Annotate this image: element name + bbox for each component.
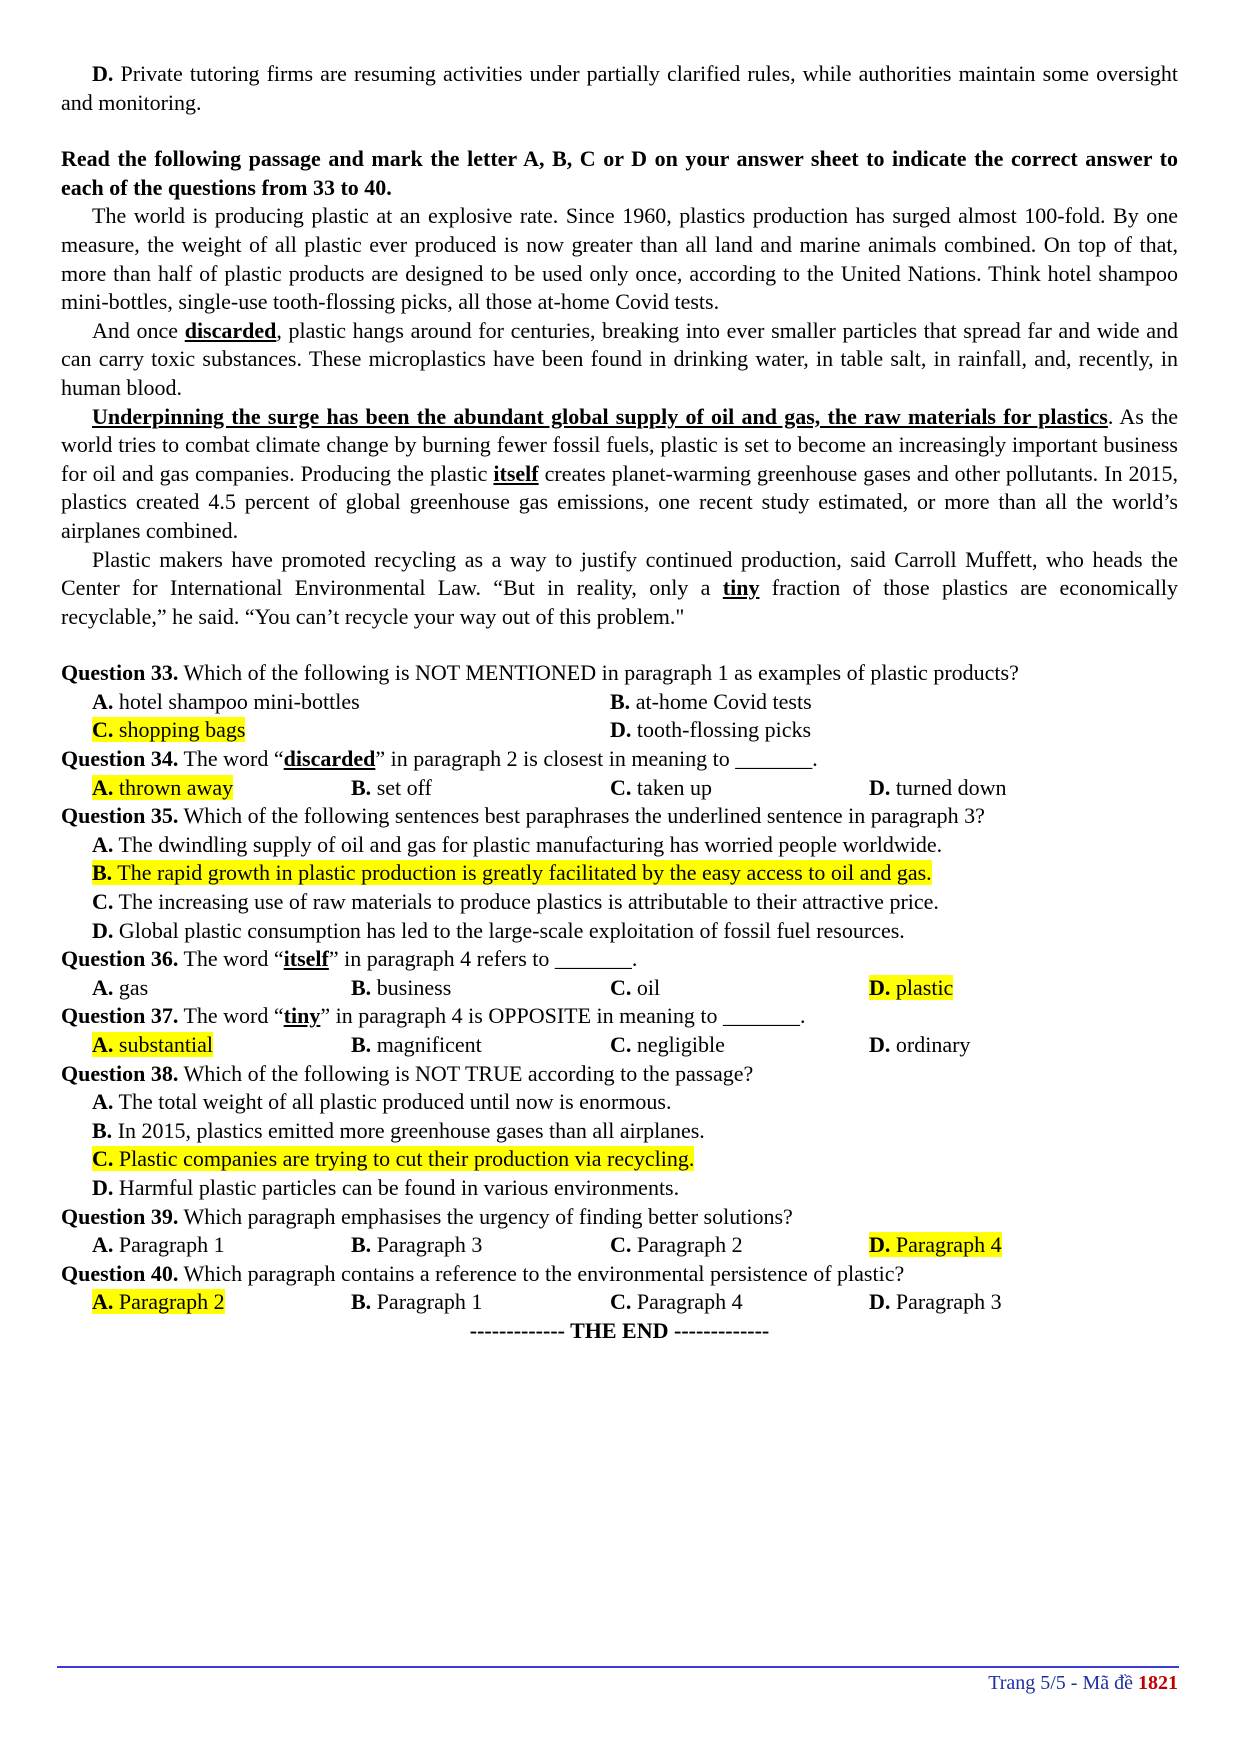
q37-options [61,1031,1178,1060]
p3-text-b: creates planet-warming greenhouse gases and other pollutants. In 2015, plastics created 4.5 percent of global greenhouse gas emissions, one recent study estimated, or more than all the world’s airplanes combined. [61,460,1179,543]
q36-option-c[interactable]: C. oil [610,974,661,1000]
answer-highlight: D. plastic [869,974,954,1000]
q33-options-row-1 [61,688,1178,717]
question-text: Which paragraph contains a reference to the environmental persistence of plastic? [178,1260,905,1286]
q34-option-c[interactable]: C. taken up [610,774,713,800]
question-label: Question 40. [61,1260,179,1286]
footer-divider [57,1666,1179,1668]
passage-instruction [61,145,1178,202]
word-itself: itself [493,460,539,486]
q37-option-d[interactable]: D. ordinary [869,1032,971,1057]
q37-option-b[interactable]: B. magnificent [351,1032,482,1057]
q33-option-b[interactable]: B. at-home Covid tests [610,688,812,714]
question-text: Which of the following is NOT MENTIONED in paragraph 1 as examples of plastic products? [178,660,1019,686]
q35-option-d[interactable]: D. Global plastic consumption has led to the large-scale exploitation of fossil fuel resources. [92,917,905,943]
instruction-text: Read the following passage and mark the letter A, B, C or D on your answer sheet to indicate the correct answer to each of the questions from 33 to 40. [61,146,1178,200]
q36-option-b[interactable]: B. business [351,974,452,1000]
q36-option-a[interactable]: A. gas [92,974,149,1000]
answer-highlight: C. shopping bags [92,717,246,743]
option-d-previous [61,60,1178,117]
p4-text-b: fraction of those plastics are economically recyclable,” he said. “You can’t recycle your way out of this problem." [61,575,1178,629]
answer-highlight: D. Paragraph 4 [869,1232,1002,1258]
question-word: discarded [283,746,376,772]
q34-options [61,774,1178,803]
answer-highlight: C. Plastic companies are trying to cut their production via recycling. [92,1146,695,1172]
q36-option-d[interactable] [869,974,953,1003]
paragraph-1: The world is producing plastic at an explosive rate. Since 1960, plastics production has surged almost 100-fold. By one measure, the weight of all plastic ever produced is now greater than all land and marine animals combined. On top of that, more than half of plastic products are designed to be used only once, according to the United Nations. Think hotel shampoo mini-bottles, single-use tooth-flossing picks, all those at-home Covid tests. [61,203,1178,315]
paragraph-4 [61,546,1178,632]
question-34: Question 34. The word “discarded” in paragraph 2 is closest in meaning to _______. [61,746,818,772]
q38-option-d[interactable]: D. Harmful plastic particles can be found in various environments. [92,1174,680,1200]
q33-option-c[interactable] [92,716,610,745]
question-text: Which of the following sentences best paraphrases the underlined sentence in paragraph 3? [178,803,985,829]
q34-option-d[interactable]: D. turned down [869,774,1007,800]
q34-option-b[interactable]: B. set off [351,774,432,800]
q34-option-a[interactable] [92,774,351,803]
q39-option-b[interactable]: B. Paragraph 3 [351,1232,483,1258]
q38-option-b[interactable]: B. In 2015, plastics emitted more greenhouse gases than all airplanes. [92,1117,705,1143]
answer-highlight: A. thrown away [92,774,234,800]
question-38 [61,1060,1178,1089]
paragraph-2 [61,317,1178,403]
q38-option-c[interactable] [61,1145,1178,1174]
q33-option-d[interactable]: D. tooth-flossing picks [610,717,812,743]
q40-option-c[interactable]: C. Paragraph 4 [610,1289,743,1315]
q37-option-c[interactable]: C. negligible [610,1032,725,1057]
word-tiny: tiny [722,575,760,601]
question-text: Which paragraph emphasises the urgency of finding better solutions? [178,1203,793,1229]
p3-text-a: . As the world tries to combat climate change by burning fewer fossil fuels, plastic is set to become an increasingly important business for oil and gas companies. Producing the plastic [61,403,1178,486]
answer-highlight: A. Paragraph 2 [92,1289,225,1315]
question-label: Question 37. [61,1003,179,1029]
answer-highlight: A. substantial [92,1032,213,1057]
q36-options [61,974,1178,1003]
exam-code: 1821 [1138,1672,1178,1694]
underlined-sentence: Underpinning the surge has been the abundant global supply of oil and gas, the raw materials for plastics [92,403,1108,429]
question-label: Question 35. [61,803,179,829]
q40-option-b[interactable]: B. Paragraph 1 [351,1289,483,1315]
q35-option-c[interactable]: C. The increasing use of raw materials to produce plastics is attributable to their attractive price. [92,889,939,915]
q35-option-a[interactable]: A. The dwindling supply of oil and gas for plastic manufacturing has worried people worldwide. [92,831,943,857]
q40-option-d[interactable]: D. Paragraph 3 [869,1289,1002,1315]
q39-option-a[interactable]: A. Paragraph 1 [92,1232,225,1258]
question-36: Question 36. The word “itself” in paragraph 4 refers to _______. [61,946,638,972]
p2-text-a: And once [92,317,185,343]
question-37: Question 37. The word “tiny” in paragraph 4 is OPPOSITE in meaning to _______. [61,1003,806,1029]
option-letter: D. [92,61,114,86]
word-discarded: discarded [184,317,277,343]
question-39 [61,1203,1178,1232]
q38-option-a[interactable]: A. The total weight of all plastic produced until now is enormous. [92,1089,672,1115]
footer-page-text: Trang 5/5 - Mã đề [988,1672,1138,1694]
question-40 [61,1260,1178,1289]
q39-option-d[interactable] [869,1231,1002,1260]
question-33 [61,659,1178,688]
option-text: Private tutoring firms are resuming activities under partially clarified rules, while authorities maintain some oversight and monitoring. [61,61,1178,115]
question-label: Question 36. [61,946,179,972]
q33-options-row-2 [61,716,1178,745]
p4-text-a: Plastic makers have promoted recycling as a way to justify continued production, said Carroll Muffett, who heads the Center for International Environmental Law. “But in reality, only a [61,546,1178,601]
p2-text-b: , plastic hangs around for centuries, breaking into ever smaller particles that spread far and wide and can carry toxic substances. These microplastics have been found in drinking water, in table salt, in rainfall, and, recently, in human blood. [61,317,1178,400]
question-text: Which of the following is NOT TRUE according to the passage? [178,1060,754,1086]
q40-options [61,1288,1178,1317]
question-label: Question 38. [61,1060,179,1086]
answer-highlight: B. The rapid growth in plastic production is greatly facilitated by the easy access to oil and gas. [92,860,932,886]
q39-option-c[interactable]: C. Paragraph 2 [610,1232,743,1258]
q33-option-a[interactable]: A. hotel shampoo mini-bottles [92,688,360,714]
question-label: Question 33. [61,660,179,686]
question-word: itself [283,946,329,972]
page-footer [988,1672,1178,1695]
q37-option-a[interactable] [92,1031,351,1060]
q39-options [61,1231,1178,1260]
question-label: Question 34. [61,746,179,772]
the-end-marker: ------------- THE END ------------- [469,1317,770,1343]
paragraph-3 [61,403,1178,546]
question-label: Question 39. [61,1203,179,1229]
exam-page [61,60,1178,1346]
q35-option-b[interactable] [61,859,1178,888]
question-word: tiny [283,1003,321,1029]
question-35 [61,802,1178,831]
q40-option-a[interactable] [92,1288,351,1317]
